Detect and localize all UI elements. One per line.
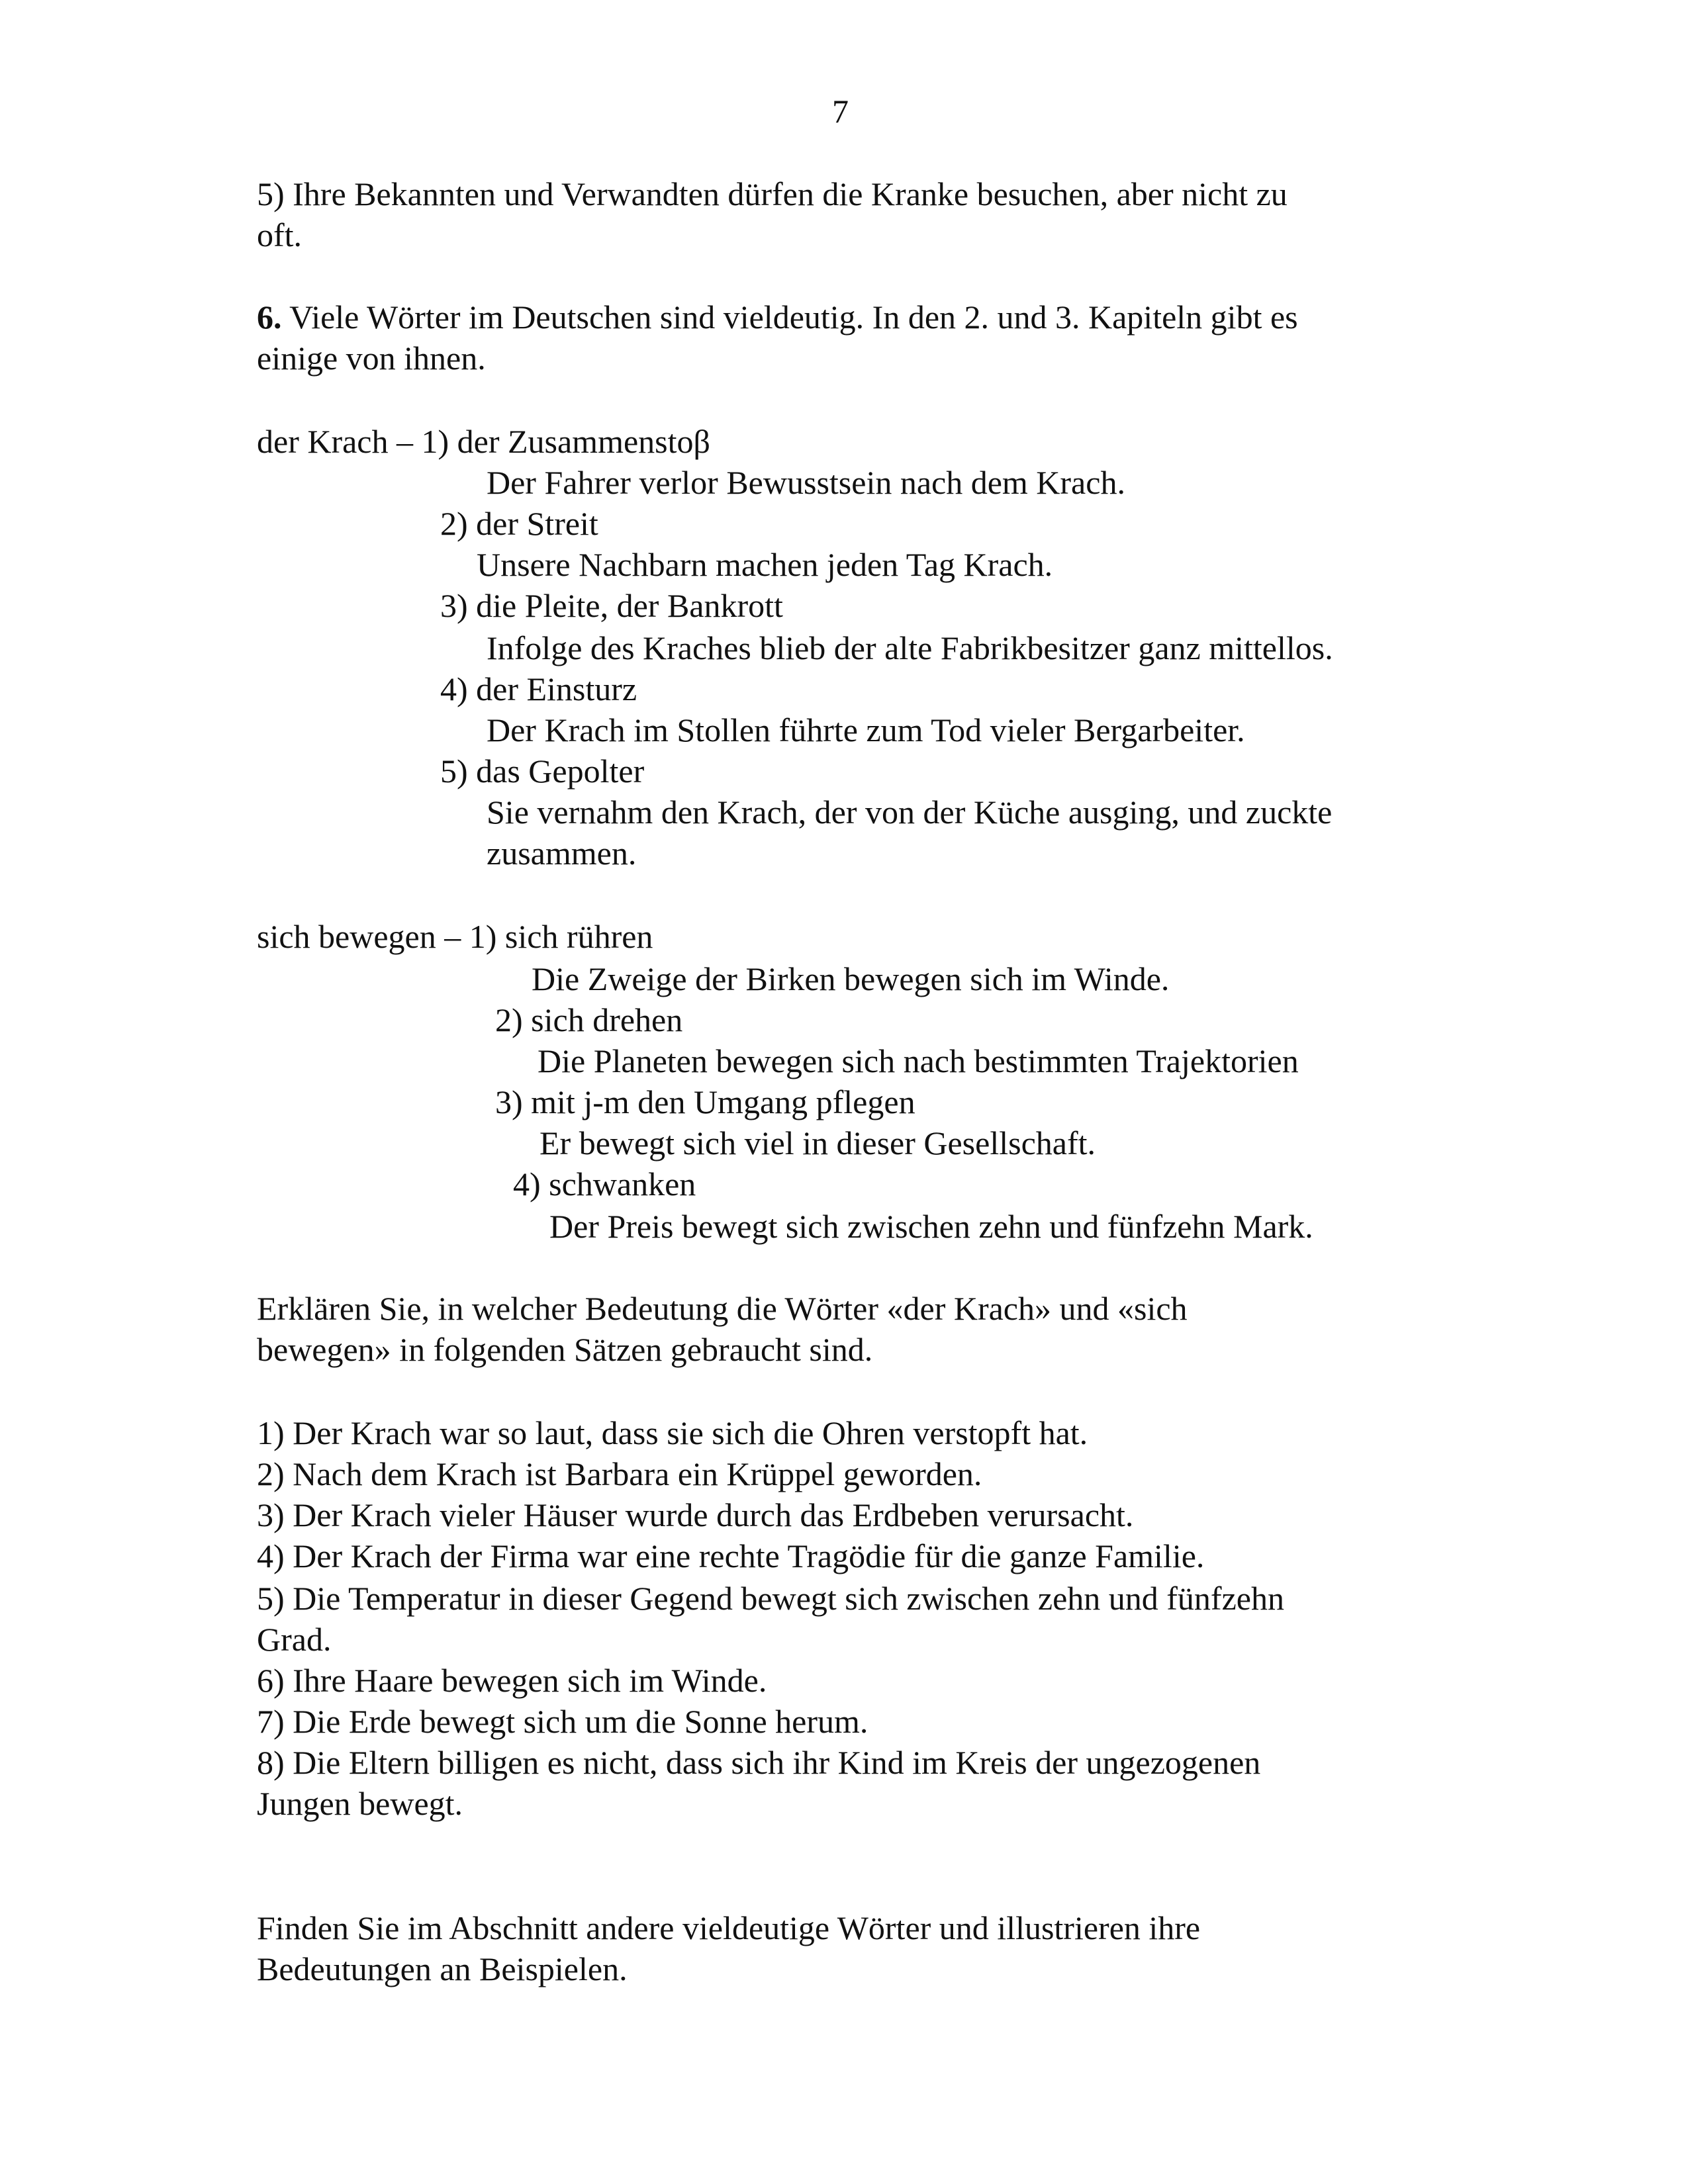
final-line2: Bedeutungen an Beispielen.: [257, 1950, 628, 1987]
page-number: 7: [832, 93, 849, 130]
bewegen-heading: sich bewegen – 1) sich rühren: [257, 918, 653, 955]
item5-line2: oft.: [257, 216, 303, 253]
bewegen-meaning-2: 2) sich drehen: [495, 1001, 683, 1038]
krach-example-5b: zusammen.: [487, 835, 637, 872]
bewegen-example-2: Die Planeten bewegen sich nach bestimmten Trajektorien: [538, 1042, 1299, 1079]
sentence-1: 1) Der Krach war so laut, dass sie sich die Ohren verstopft hat.: [257, 1414, 1088, 1451]
krach-example-2: Unsere Nachbarn machen jeden Tag Krach.: [477, 546, 1053, 583]
sentence-8-cont: Jungen bewegt.: [257, 1785, 463, 1822]
sentence-5: 5) Die Temperatur in dieser Gegend bewegt sich zwischen zehn und fünfzehn: [257, 1580, 1284, 1617]
krach-meaning-2: 2) der Streit: [440, 505, 598, 542]
sentence-3: 3) Der Krach vieler Häuser wurde durch das Erdbeben verursacht.: [257, 1496, 1134, 1533]
krach-example-1: Der Fahrer verlor Bewusstsein nach dem Krach.: [487, 464, 1125, 501]
bewegen-example-4: Der Preis bewegt sich zwischen zehn und fünfzehn Mark.: [549, 1208, 1313, 1245]
sentence-2: 2) Nach dem Krach ist Barbara ein Krüppel geworden.: [257, 1455, 982, 1492]
krach-meaning-4: 4) der Einsturz: [440, 670, 637, 707]
instruction-line2: bewegen» in folgenden Sätzen gebraucht sind.: [257, 1331, 873, 1368]
task6-line1-text: Viele Wörter im Deutschen sind vieldeutig. In den 2. und 3. Kapiteln gibt es: [281, 298, 1298, 336]
instruction-line1: Erklären Sie, in welcher Bedeutung die Wörter «der Krach» und «sich: [257, 1290, 1188, 1327]
krach-meaning-5: 5) das Gepolter: [440, 752, 645, 790]
task-number: 6.: [257, 298, 282, 336]
item5-line1: 5) Ihre Bekannten und Verwandten dürfen die Kranke besuchen, aber nicht zu: [257, 175, 1288, 212]
bewegen-meaning-3: 3) mit j-m den Umgang pflegen: [495, 1083, 915, 1120]
sentence-8: 8) Die Eltern billigen es nicht, dass sich ihr Kind im Kreis der ungezogenen: [257, 1744, 1261, 1781]
krach-heading: der Krach – 1) der Zusammenstoβ: [257, 423, 710, 460]
sentence-5-cont: Grad.: [257, 1621, 332, 1658]
krach-example-5a: Sie vernahm den Krach, der von der Küche ausging, und zuckte: [487, 794, 1333, 831]
krach-example-4: Der Krach im Stollen führte zum Tod vieler Bergarbeiter.: [487, 711, 1245, 749]
task6-line2: einige von ihnen.: [257, 340, 486, 377]
krach-example-3: Infolge des Kraches blieb der alte Fabrikbesitzer ganz mittellos.: [487, 629, 1333, 666]
bewegen-example-1: Die Zweige der Birken bewegen sich im Winde.: [532, 960, 1170, 997]
bewegen-example-3: Er bewegt sich viel in dieser Gesellschaft.: [539, 1124, 1096, 1161]
bewegen-meaning-4: 4) schwanken: [513, 1165, 696, 1203]
sentence-4: 4) Der Krach der Firma war eine rechte Tragödie für die ganze Familie.: [257, 1537, 1205, 1574]
task6-line1: [257, 296, 1298, 338]
sentence-7: 7) Die Erde bewegt sich um die Sonne herum.: [257, 1703, 868, 1740]
sentence-6: 6) Ihre Haare bewegen sich im Winde.: [257, 1662, 767, 1699]
krach-meaning-3: 3) die Pleite, der Bankrott: [440, 587, 783, 624]
final-line1: Finden Sie im Abschnitt andere vieldeutige Wörter und illustrieren ihre: [257, 1909, 1201, 1946]
